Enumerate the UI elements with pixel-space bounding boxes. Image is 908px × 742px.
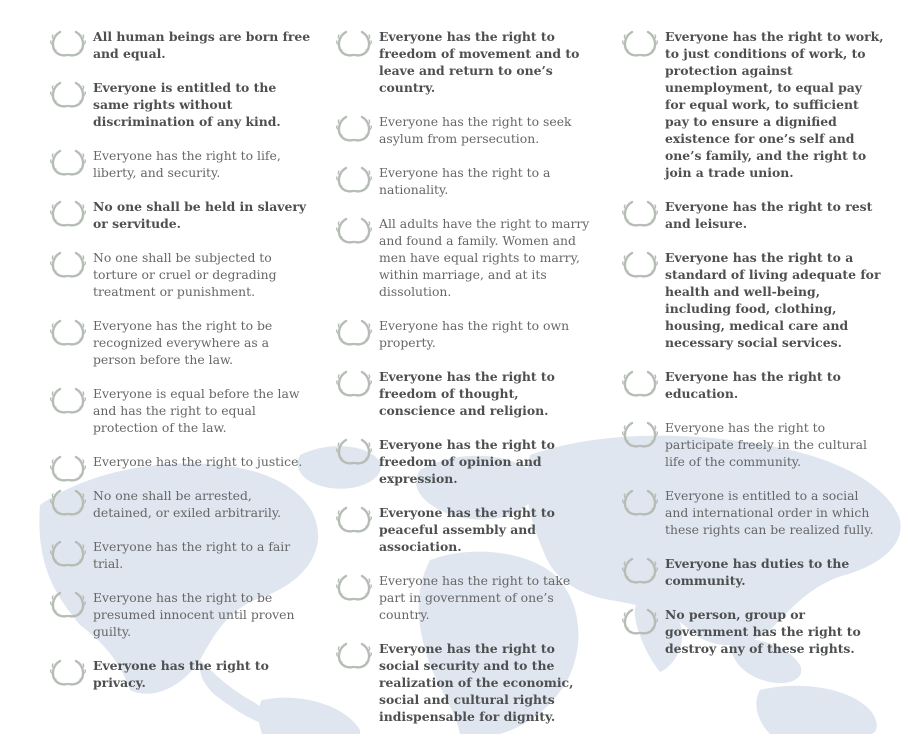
article-text: Everyone has the right to participate freely in the cultural life of the community. — [665, 420, 867, 469]
article-item — [336, 164, 598, 198]
laurel-wreath-icon — [622, 199, 658, 227]
article-item — [622, 606, 884, 657]
laurel-wreath-icon — [50, 539, 86, 567]
laurel-wreath-icon — [50, 658, 86, 686]
article-item — [50, 198, 312, 232]
article-text: Everyone has the right to be presumed innocent until proven guilty. — [93, 590, 295, 639]
article-text: No person, group or government has the right to destroy any of these rights. — [665, 607, 861, 656]
laurel-wreath-icon — [50, 318, 86, 346]
laurel-wreath-icon — [50, 590, 86, 618]
article-text: Everyone has the right to freedom of thought, conscience and religion. — [379, 369, 555, 418]
laurel-wreath-icon — [622, 556, 658, 584]
article-item — [50, 538, 312, 572]
laurel-wreath-icon — [336, 505, 372, 533]
article-item — [336, 640, 598, 725]
article-text: All adults have the right to marry and found a family. Women and men have equal rights to marry, within marriage, and at its dissolution. — [379, 216, 590, 299]
article-text: Everyone has the right to a standard of living adequate for health and well-being, including food, clothing, housing, medical care and necessary social services. — [665, 250, 881, 350]
article-text: No one shall be arrested, detained, or exiled arbitrarily. — [93, 488, 282, 520]
article-text: Everyone has duties to the community. — [665, 556, 850, 588]
article-text: Everyone is entitled to the same rights without discrimination of any kind. — [93, 80, 281, 129]
article-text: Everyone has the right to a nationality. — [379, 165, 551, 197]
article-text: No one shall be held in slavery or servitude. — [93, 199, 307, 231]
article-item — [50, 28, 312, 62]
article-item — [336, 504, 598, 555]
laurel-wreath-icon — [622, 420, 658, 448]
article-text: Everyone has the right to justice. — [93, 454, 303, 469]
article-text: Everyone has the right to a fair trial. — [93, 539, 291, 571]
laurel-wreath-icon — [50, 199, 86, 227]
article-text: Everyone has the right to privacy. — [93, 658, 269, 690]
article-text: Everyone has the right to work, to just conditions of work, to protection against unemployment, to equal pay for equal work, to sufficient pay to ensure a dignified existence for one’s self and one’s family, and the right to join a trade union. — [665, 29, 884, 180]
article-item — [622, 198, 884, 232]
laurel-wreath-icon — [336, 114, 372, 142]
article-item — [50, 385, 312, 436]
article-item — [336, 113, 598, 147]
article-item — [336, 317, 598, 351]
article-item — [622, 487, 884, 538]
article-item — [622, 368, 884, 402]
article-item — [50, 589, 312, 640]
laurel-wreath-icon — [622, 488, 658, 516]
article-text: Everyone has the right to take part in government of one’s country. — [379, 573, 571, 622]
article-item — [50, 79, 312, 130]
laurel-wreath-icon — [336, 641, 372, 669]
article-item — [336, 215, 598, 300]
map-australia — [756, 686, 876, 734]
column-1 — [50, 28, 312, 708]
column-3 — [622, 28, 884, 674]
article-item — [50, 657, 312, 691]
article-text: Everyone has the right to freedom of movement and to leave and return to one’s country. — [379, 29, 580, 95]
article-item — [336, 436, 598, 487]
article-text: Everyone has the right to freedom of opinion and expression. — [379, 437, 555, 486]
laurel-wreath-icon — [50, 488, 86, 516]
article-item — [622, 28, 884, 181]
laurel-wreath-icon — [336, 216, 372, 244]
article-item — [50, 487, 312, 521]
laurel-wreath-icon — [336, 573, 372, 601]
laurel-wreath-icon — [622, 250, 658, 278]
laurel-wreath-icon — [50, 386, 86, 414]
laurel-wreath-icon — [622, 607, 658, 635]
article-text: Everyone is entitled to a social and international order in which these rights can be realized fully. — [665, 488, 874, 537]
laurel-wreath-icon — [50, 29, 86, 57]
laurel-wreath-icon — [336, 437, 372, 465]
article-item — [336, 368, 598, 419]
article-item — [336, 572, 598, 623]
article-text: Everyone is equal before the law and has the right to equal protection of the law. — [93, 386, 300, 435]
laurel-wreath-icon — [50, 454, 86, 482]
laurel-wreath-icon — [50, 148, 86, 176]
article-text: All human beings are born free and equal. — [93, 29, 311, 61]
laurel-wreath-icon — [336, 29, 372, 57]
article-text: Everyone has the right to rest and leisure. — [665, 199, 873, 231]
laurel-wreath-icon — [50, 80, 86, 108]
laurel-wreath-icon — [336, 369, 372, 397]
laurel-wreath-icon — [336, 165, 372, 193]
article-text: Everyone has the right to peaceful assembly and association. — [379, 505, 555, 554]
article-text: Everyone has the right to social security and to the realization of the economic, social and cultural rights indispensable for dignity. — [379, 641, 574, 724]
column-2 — [336, 28, 598, 742]
article-text: Everyone has the right to own property. — [379, 318, 570, 350]
article-item — [622, 249, 884, 351]
laurel-wreath-icon — [622, 369, 658, 397]
article-item — [336, 28, 598, 96]
article-text: Everyone has the right to education. — [665, 369, 841, 401]
article-text: Everyone has the right to life, liberty, and security. — [93, 148, 281, 180]
article-text: Everyone has the right to be recognized everywhere as a person before the law. — [93, 318, 273, 367]
article-item — [50, 317, 312, 368]
article-text: Everyone has the right to seek asylum from persecution. — [379, 114, 572, 146]
laurel-wreath-icon — [50, 250, 86, 278]
article-item — [50, 147, 312, 181]
laurel-wreath-icon — [336, 318, 372, 346]
article-item — [622, 555, 884, 589]
article-text: No one shall be subjected to torture or cruel or degrading treatment or punishment. — [93, 250, 277, 299]
article-item — [50, 453, 312, 470]
laurel-wreath-icon — [622, 29, 658, 57]
article-item — [622, 419, 884, 470]
article-item — [50, 249, 312, 300]
